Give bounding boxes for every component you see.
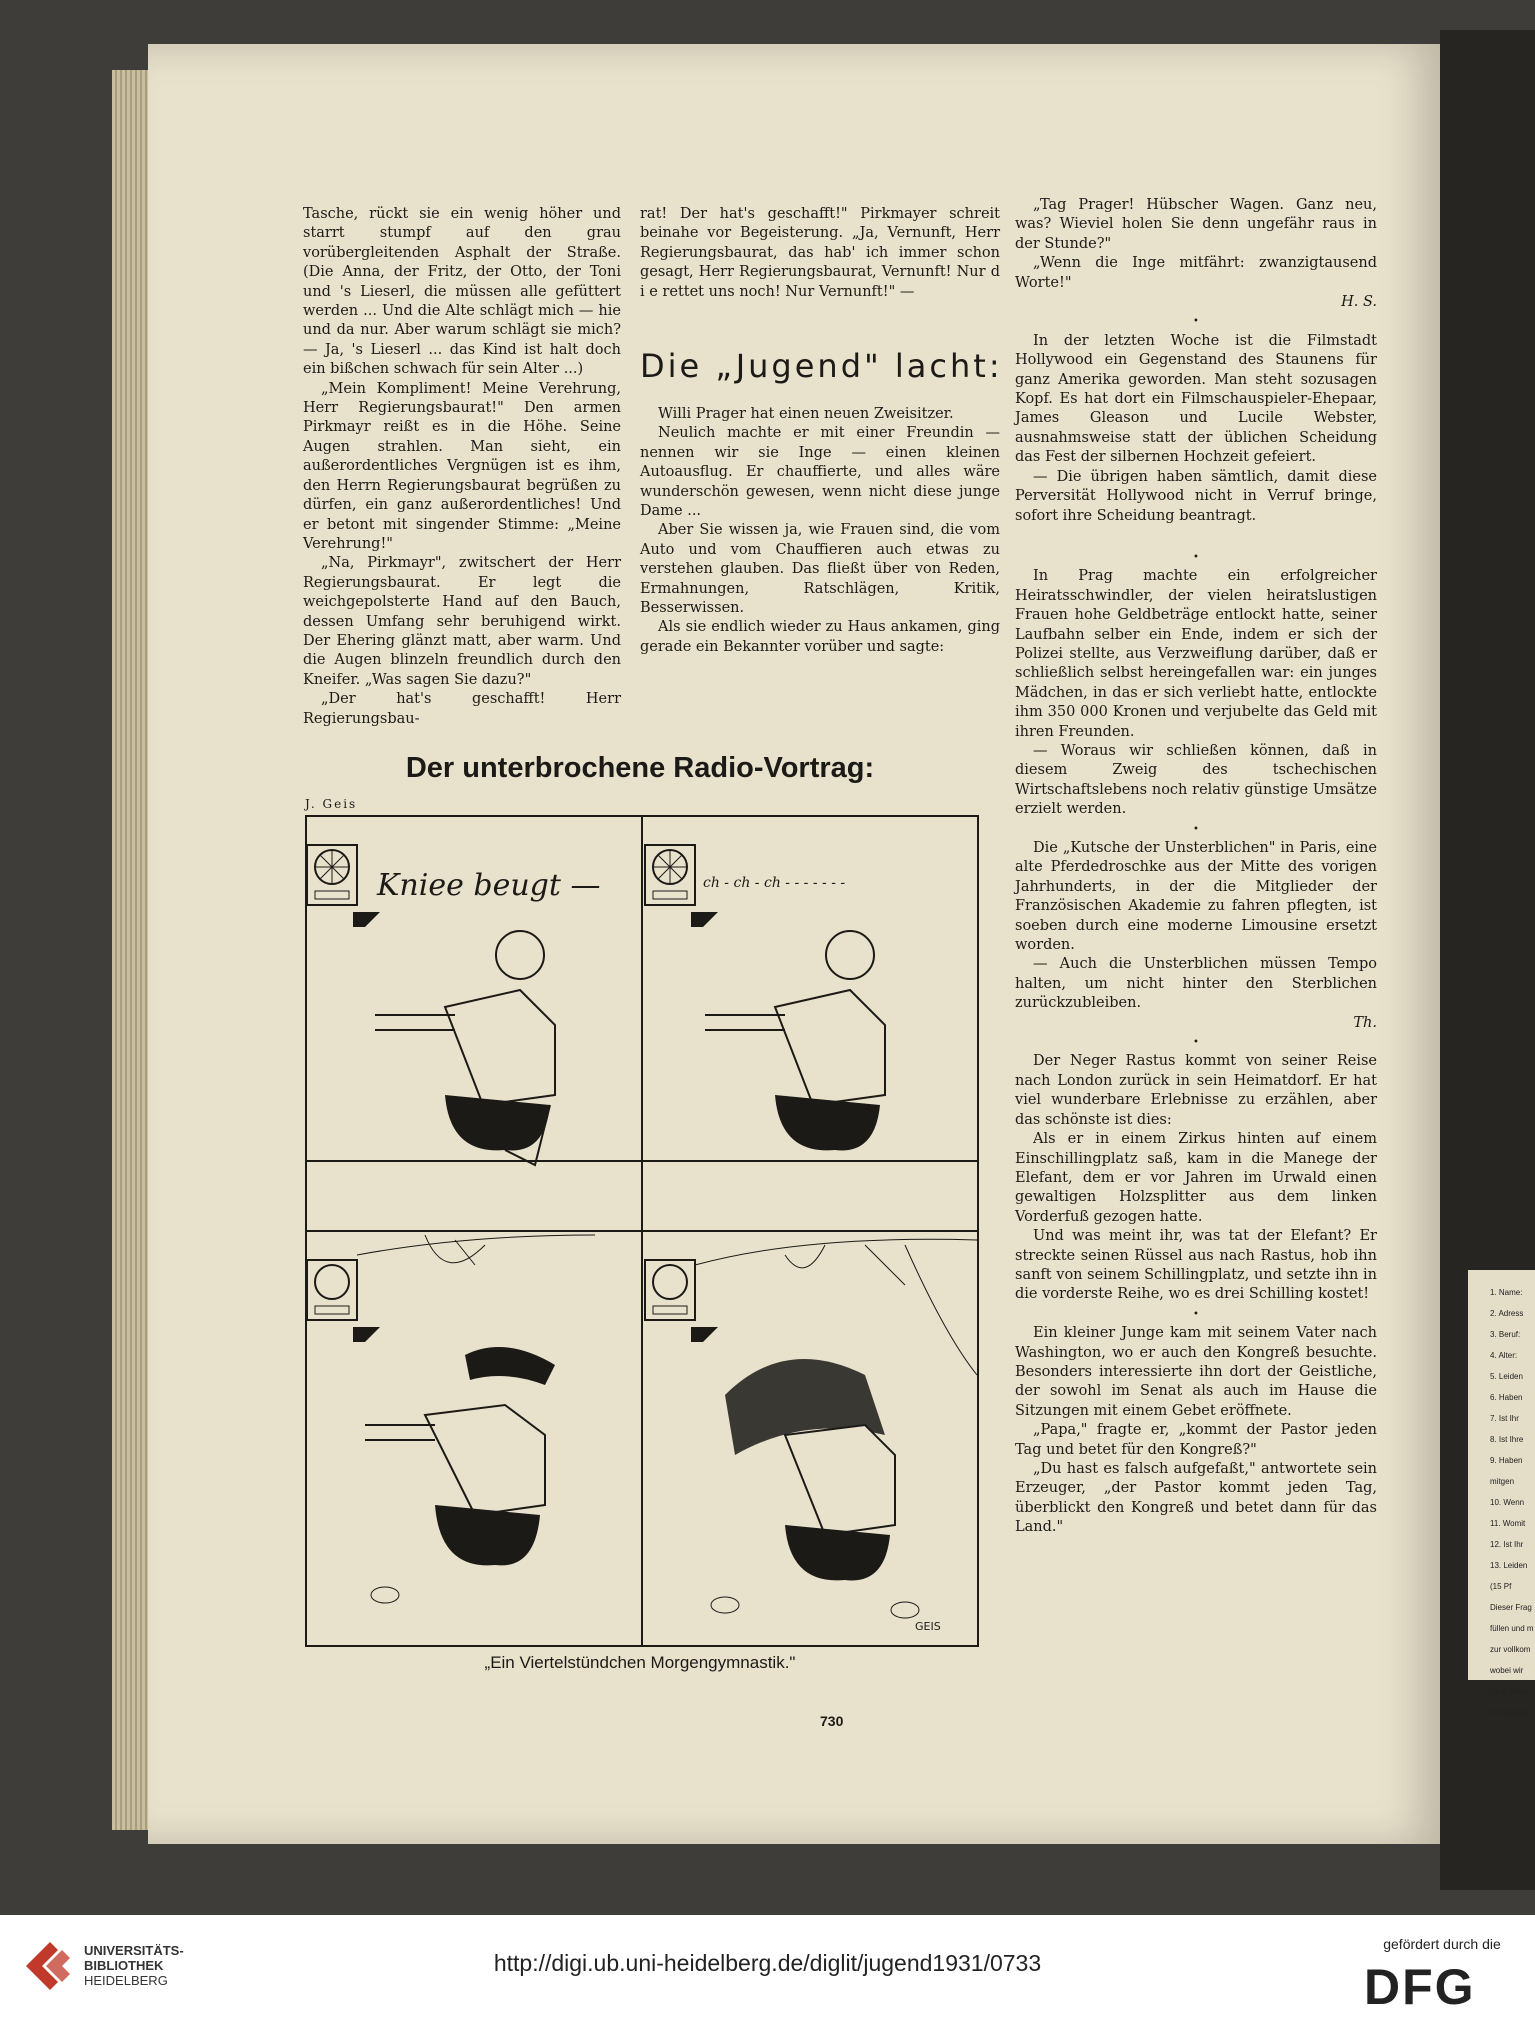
paragraph: rat! Der hat's geschafft!" Pirkmayer schreit beinahe vor Begeisterung. „Ja, Vernunft, Herr Regierungsbaurat, das hab' ich immer schon gesagt, Herr Regierungsbaurat, Vernunft! Nur d i e rettet uns noch! Nur Vernunft!" — bbox=[640, 206, 1000, 300]
cartoon-panel-4 bbox=[645, 1239, 977, 1633]
library-name-line: UNIVERSITÄTS- bbox=[84, 1943, 184, 1958]
paragraph: Als er in einem Zirkus hinten auf einem Einschillingplatz saß, kam in die Manege der Elefant, dem er vor Jahren im Urwald einen gewaltigen Holzsplitter aus dem linken Vorderfuß gezogen hatte. bbox=[1015, 1131, 1377, 1225]
form-line: wobei wir bbox=[1490, 1666, 1524, 1675]
paragraph: „Wenn die Inge mitfährt: zwanzigtausend Worte!" bbox=[1015, 255, 1377, 291]
next-page-form-text bbox=[1490, 1282, 1535, 1723]
paragraph: — Auch die Unsterblichen müssen Tempo halten, um nicht hinter den Sterblichen zurückzubleiben. bbox=[1015, 956, 1377, 1012]
page-number: 730 bbox=[820, 1713, 844, 1729]
cartoon-artist: J. Geis bbox=[305, 797, 358, 811]
panel-2-radio-text: ch - ch - ch - - - - - - - bbox=[703, 875, 846, 891]
form-line: 8. Ist Ihre bbox=[1490, 1435, 1524, 1444]
paragraph: Tasche, rückt sie ein wenig höher und starrt stumpf auf den grau vorübergleitenden Asphalt der Straße. (Die Anna, der Fritz, der Otto, der Toni und 's Lieserl, die müssen alle gefüttert werden ... Und die Alte schlägt mich — hie und da nur. Aber warum schlägt sie mich? — Ja, 's Lieserl ... das Kind ist halt doch ein bißchen schwach für sein Alter ...) bbox=[303, 206, 621, 378]
paragraph: Aber Sie wissen ja, wie Frauen sind, die vom Auto und vom Chauffieren auch etwas zu verstehen glauben. Das fließt über von Reden, Ermahnungen, Ratschlägen, Kritik, Besserwissen. bbox=[640, 522, 1000, 617]
book-page-edges bbox=[112, 70, 152, 1830]
separator-bullet: • bbox=[1193, 1037, 1199, 1049]
form-line: Archive nic bbox=[1490, 1708, 1530, 1717]
text-column-3 bbox=[1015, 196, 1377, 1538]
cartoon-title: Der unterbrochene Radio-Vortrag: bbox=[405, 752, 875, 784]
paragraph: „Du hast es falsch aufgefaßt," antwortete sein Erzeuger, „der Pastor kommt jeden Tag, überblickt den Kongreß und betet dann für das Land." bbox=[1015, 1461, 1377, 1536]
form-line: 7. Ist Ihr bbox=[1490, 1414, 1519, 1423]
paragraph: Und was meint ihr, was tat der Elefant? Er streckte seinen Rüssel aus nach Rastus, hob ihn sanft von seinem Schillingplatz, und setzte ihn in die vorderste Reihe, wo es drei Schilling kostet! bbox=[1015, 1228, 1377, 1303]
permalink-url[interactable]: http://digi.ub.uni-heidelberg.de/diglit/jugend1931/0733 bbox=[493, 1950, 1042, 1976]
form-line: 13. Leiden bbox=[1490, 1561, 1528, 1570]
text-column-2-top bbox=[640, 205, 1000, 302]
cartoon-signature: GEIS bbox=[915, 1620, 941, 1633]
cartoon-panel-2 bbox=[643, 845, 977, 1161]
cartoon-caption: „Ein Viertelstündchen Morgengymnastik." bbox=[484, 1653, 796, 1672]
form-line: mitgen bbox=[1490, 1477, 1515, 1486]
form-line: Über Ihren bbox=[1490, 1687, 1528, 1696]
cartoon-panel-1 bbox=[307, 845, 641, 1165]
separator-bullet: • bbox=[1193, 551, 1199, 563]
paragraph: Neulich machte er mit einer Freundin — nennen wir sie Inge — einen kleinen Autoausflug. Er chauffierte, und alles wäre wunderschön gewesen, wenn nicht diese junge Dame ... bbox=[640, 425, 1000, 520]
paragraph: Der Neger Rastus kommt von seiner Reise nach London zurück in sein Heimatdorf. Er hat viel wunderbare Erlebnisse zu erzählen, aber das schönste ist dies: bbox=[1015, 1053, 1377, 1128]
paragraph: Willi Prager hat einen neuen Zweisitzer. bbox=[658, 406, 954, 422]
panel-1-radio-text: Kniee beugt — bbox=[377, 868, 601, 903]
form-line: Dieser Frag bbox=[1490, 1603, 1532, 1612]
paragraph: „Papa," fragte er, „kommt der Pastor jeden Tag und betet für den Kongreß?" bbox=[1015, 1422, 1377, 1458]
library-name-line: HEIDELBERG bbox=[84, 1973, 168, 1988]
separator-bullet: • bbox=[1193, 823, 1199, 835]
form-line: 9. Haben bbox=[1490, 1456, 1523, 1465]
form-line: zur vollkom bbox=[1490, 1645, 1531, 1654]
form-line: 11. Womit bbox=[1490, 1519, 1526, 1528]
paragraph: „Tag Prager! Hübscher Wagen. Ganz neu, was? Wieviel holen Sie denn ungefähr raus in der Stunde?" bbox=[1015, 197, 1377, 252]
separator-bullet: • bbox=[1193, 1308, 1199, 1320]
cartoon-illustration bbox=[305, 815, 979, 1647]
form-line: 10. Wenn bbox=[1490, 1498, 1525, 1507]
form-line: (15 Pf bbox=[1490, 1582, 1512, 1591]
paragraph: Ein kleiner Junge kam mit seinem Vater nach Washington, wo er auch den Kongreß besuchte. Besonders interessierte ihn dort der Geistliche, der sowohl im Senat als auch im Hause die Sitzungen mit einem Gebet eröffnete. bbox=[1015, 1325, 1377, 1419]
section-heading: Die „Jugend" lacht: bbox=[640, 347, 1003, 385]
form-line: füllen und m bbox=[1490, 1624, 1534, 1633]
dfg-logo[interactable]: DFG bbox=[1364, 1959, 1476, 2015]
form-line: 2. Adress bbox=[1490, 1309, 1524, 1318]
form-line: 3. Beruf: bbox=[1490, 1330, 1521, 1339]
paragraph: „Der hat's geschafft! Herr Regierungsbau- bbox=[303, 691, 621, 727]
author-signature: Th. bbox=[1353, 1014, 1377, 1031]
form-line: 4. Alter: bbox=[1490, 1351, 1518, 1360]
form-line: 12. Ist Ihr bbox=[1490, 1540, 1524, 1549]
paragraph: Die „Kutsche der Unsterblichen" in Paris, eine alte Pferdedroschke aus der Mitte des vorigen Jahrhunderts, in der die Mitglieder der Französischen Akademie zu fahren pflegten, ist soeben durch eine moderne Limousine ersetzt worden. bbox=[1015, 840, 1377, 954]
paragraph: „Mein Kompliment! Meine Verehrung, Herr Regierungsbaurat!" Den armen Pirkmayr reißt es in die Höhe. Seine Augen strahlen. Man sieht, ein außerordentliches Vergnügen ist es ihm, den Herrn Regierungsbaurat begrüßen zu dürfen, ein ganz außerordentliches! Und er betont mit singender Stimme: „Meine Verehrung!" bbox=[303, 380, 621, 552]
text-column-1 bbox=[303, 205, 621, 729]
form-line: 5. Leiden bbox=[1490, 1372, 1523, 1381]
cartoon-panel-3 bbox=[307, 1235, 595, 1603]
paragraph: Als sie endlich wieder zu Haus ankamen, ging gerade ein Bekannter vorüber und sagte: bbox=[640, 619, 1000, 655]
paragraph: In der letzten Woche ist die Filmstadt Hollywood ein Gegenstand des Staunens für ganz Amerika geworden. Man steht sozusagen Kopf. Es hat dort ein Filmschauspieler-Ehepaar, James Gleason und Lucile Webster, ausnahmsweise statt der üblichen Scheidung das Fest der silbernen Hochzeit gefeiert. bbox=[1015, 332, 1377, 466]
paragraph: — Woraus wir schließen können, daß in diesem Zweig des tschechischen Wirtschaftslebens noch relativ günstige Umsätze erzielt werden. bbox=[1015, 742, 1377, 818]
form-line: 6. Haben bbox=[1490, 1393, 1523, 1402]
separator-bullet: • bbox=[1193, 316, 1199, 328]
paragraph: „Na, Pirkmayr", zwitschert der Herr Regierungsbaurat. Er legt die weichgepolsterte Hand auf den Bauch, dessen Umfang sehr beruhigend wirkt. Der Ehering glänzt matt, aber warm. Und die Augen blinzeln freundlich durch den Kneifer. „Was sagen Sie dazu?" bbox=[303, 555, 621, 688]
paragraph: In Prag machte ein erfolgreicher Heiratsschwindler, der vielen heiratslustigen Frauen hohe Geldbeträge entlockt hatte, seiner Laufbahn selber ein Ende, indem er sich der Polizei stellte, aus Verzweiflung darüber, daß er schließlich selbst hereingefallen war: ein junges Mädchen, in das er sich verliebt hatte, entlockte ihm 350 000 Kronen und verjubelte das Geld mit ihren Freunden. bbox=[1015, 568, 1377, 740]
paragraph: — Die übrigen haben sämtlich, damit diese Perversität Hollywood nicht in Verruf bringe, sofort ihre Scheidung beantragt. bbox=[1015, 468, 1377, 524]
form-line: 1. Name: bbox=[1490, 1288, 1523, 1297]
library-name-line: BIBLIOTHEK bbox=[84, 1958, 164, 1973]
funding-note: gefördert durch die bbox=[1383, 1936, 1501, 1952]
text-column-2-bottom bbox=[640, 405, 1000, 657]
author-signature: H. S. bbox=[1341, 294, 1377, 311]
